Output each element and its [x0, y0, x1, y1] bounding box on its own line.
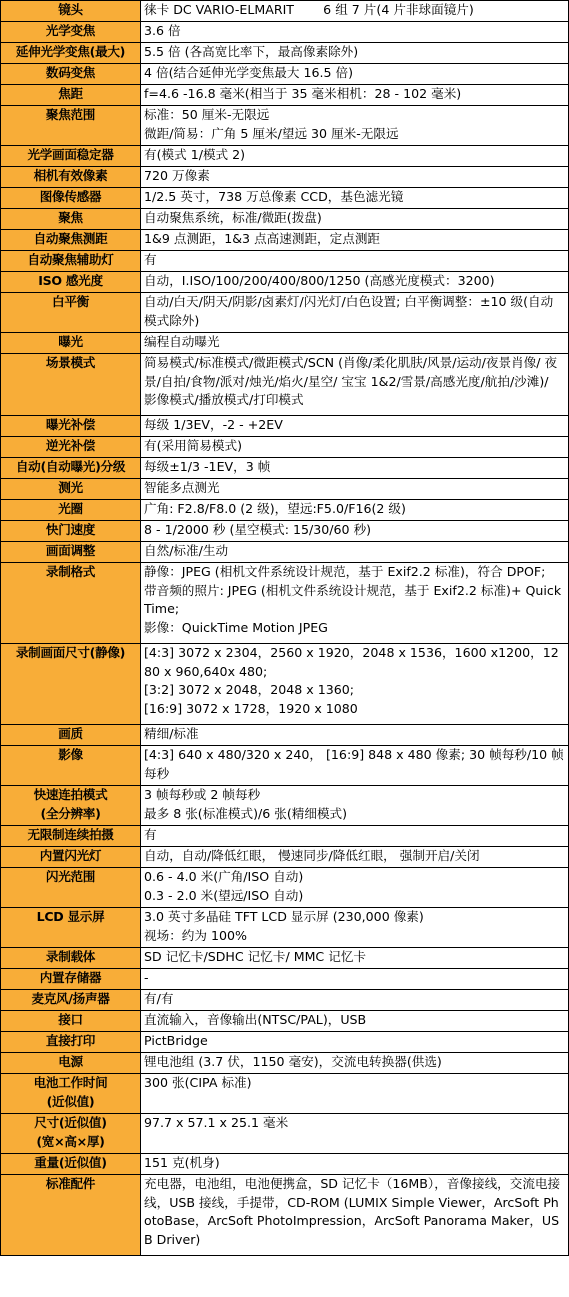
- text-line: 有: [144, 252, 157, 267]
- text-line: 0.6 - 4.0 米(广角/ISO 自动): [144, 869, 304, 884]
- text-line: 画面调整: [45, 543, 96, 558]
- spec-label: [1, 188, 141, 209]
- spec-row: [1, 1011, 569, 1032]
- text-line: 最多 8 张(标准模式)/6 张(精细模式): [144, 805, 348, 821]
- spec-value: [141, 644, 569, 725]
- spec-row: [1, 1154, 569, 1175]
- text-line: 自然/标准/生动: [144, 543, 229, 558]
- spec-row: [1, 188, 569, 209]
- spec-row: [1, 416, 569, 437]
- text-line: 微距/简易：广角 5 厘米/望远 30 厘米-无限远: [144, 125, 399, 141]
- spec-label: [1, 22, 141, 43]
- spec-label: [1, 333, 141, 354]
- spec-label: [1, 500, 141, 521]
- spec-label: [1, 1032, 141, 1053]
- spec-value: [141, 43, 569, 64]
- text-line: 简易模式/标准模式/微距模式/SCN (肖像/柔化肌肤/风景/运动/夜景肖像/ 夜景/自拍/食物/派对/烛光/焰火/星空/ 宝宝 1&2/雪景/高感光度/航拍/沙滩)/ 影像模式/播放模式/打印模式: [144, 355, 558, 407]
- spec-label: [1, 969, 141, 990]
- spec-label: [1, 948, 141, 969]
- spec-label: [1, 416, 141, 437]
- spec-row: [1, 826, 569, 847]
- spec-row: [1, 167, 569, 188]
- spec-value: [141, 479, 569, 500]
- spec-label: [1, 437, 141, 458]
- spec-row: [1, 333, 569, 354]
- text-line: 电池工作时间: [33, 1075, 108, 1090]
- spec-value: [141, 948, 569, 969]
- text-line: 自动/白天/阴天/阴影/卤素灯/闪光灯/白色设置; 白平衡调整：±10 级(自动模式除外): [144, 294, 554, 328]
- spec-label: [1, 106, 141, 146]
- spec-value: [141, 786, 569, 826]
- spec-row: [1, 64, 569, 85]
- spec-value: [141, 1074, 569, 1114]
- text-line: [16:9] 3072 x 1728，1920 x 1080: [144, 700, 358, 716]
- text-line: (宽×高×厚): [36, 1133, 105, 1149]
- text-line: 锂电池组 (3.7 伏，1150 毫安)，交流电转换器(供选): [144, 1054, 442, 1069]
- text-line: 接口: [58, 1012, 83, 1027]
- text-line: 焦距: [58, 86, 83, 101]
- text-line: 曝光: [58, 334, 83, 349]
- spec-value: [141, 146, 569, 167]
- spec-value: [141, 188, 569, 209]
- text-line: 相机有效像素: [33, 168, 108, 183]
- spec-label: [1, 1053, 141, 1074]
- spec-label: [1, 85, 141, 106]
- text-line: 带音频的照片: JPEG (相机文件系统设计规范，基于 Exif2.2 标准)+ QuickTime;: [144, 582, 562, 616]
- text-line: 麦克风/扬声器: [31, 991, 110, 1006]
- spec-row: [1, 479, 569, 500]
- spec-value: [141, 64, 569, 85]
- spec-label: [1, 146, 141, 167]
- text-line: 每级±1/3 -1EV，3 帧: [144, 459, 271, 474]
- text-line: 镜头: [58, 2, 83, 17]
- text-line: 自动聚焦辅助灯: [27, 252, 114, 267]
- text-line: (全分辨率): [40, 805, 101, 821]
- spec-value: [141, 85, 569, 106]
- text-line: 重量(近似值): [34, 1155, 107, 1170]
- text-line: 3.6 倍: [144, 23, 181, 38]
- text-line: 自动(自动曝光)分级: [15, 459, 126, 474]
- spec-row: [1, 209, 569, 230]
- text-line: (近似值): [46, 1093, 95, 1109]
- text-line: 有/有: [144, 991, 174, 1006]
- text-line: 徕卡 DC VARIO-ELMARIT 6 组 7 片(4 片非球面镜片): [144, 2, 474, 17]
- spec-row: [1, 500, 569, 521]
- spec-value: [141, 990, 569, 1011]
- spec-row: [1, 948, 569, 969]
- spec-row: [1, 146, 569, 167]
- spec-label: [1, 868, 141, 908]
- spec-label: [1, 479, 141, 500]
- spec-value: [141, 521, 569, 542]
- text-line: 720 万像素: [144, 168, 210, 183]
- spec-value: [141, 826, 569, 847]
- text-line: 录制载体: [45, 949, 96, 964]
- text-line: [3:2] 3072 x 2048，2048 x 1360;: [144, 682, 355, 697]
- spec-row: [1, 521, 569, 542]
- spec-row: [1, 746, 569, 786]
- text-line: 电源: [58, 1054, 83, 1069]
- text-line: 影像: [58, 747, 83, 762]
- spec-row: [1, 85, 569, 106]
- text-line: 97.7 x 57.1 x 25.1 毫米: [144, 1115, 289, 1130]
- text-line: 自动聚焦测距: [33, 231, 108, 246]
- spec-label: [1, 1154, 141, 1175]
- spec-label: [1, 230, 141, 251]
- text-line: ISO 感光度: [38, 273, 103, 288]
- text-line: 图像传感器: [39, 189, 102, 204]
- spec-label: [1, 847, 141, 868]
- spec-row: [1, 644, 569, 725]
- spec-row: [1, 563, 569, 644]
- text-line: 快门速度: [45, 522, 96, 537]
- spec-row: [1, 847, 569, 868]
- text-line: 4 倍(结合延伸光学变焦最大 16.5 倍): [144, 65, 354, 80]
- text-line: 8 - 1/2000 秒 (星空模式: 15/30/60 秒): [144, 522, 372, 537]
- text-line: 录制画面尺寸(静像): [15, 645, 126, 660]
- text-line: f=4.6 -16.8 毫米(相当于 35 毫米相机：28 - 102 毫米): [144, 86, 462, 101]
- spec-label: [1, 1, 141, 22]
- text-line: 0.3 - 2.0 米(望远/ISO 自动): [144, 887, 304, 903]
- spec-value: [141, 969, 569, 990]
- spec-value: [141, 746, 569, 786]
- spec-value: [141, 1175, 569, 1256]
- text-line: 智能多点测光: [144, 480, 220, 495]
- spec-label: [1, 990, 141, 1011]
- spec-value: [141, 354, 569, 416]
- spec-value: [141, 272, 569, 293]
- text-line: 精细/标准: [144, 726, 199, 741]
- spec-label: [1, 542, 141, 563]
- text-line: 测光: [58, 480, 83, 495]
- spec-value: [141, 542, 569, 563]
- spec-label: [1, 908, 141, 948]
- spec-row: [1, 1175, 569, 1256]
- spec-value: [141, 868, 569, 908]
- text-line: 每级 1/3EV，-2 - +2EV: [144, 417, 283, 432]
- spec-value: [141, 847, 569, 868]
- text-line: 1&9 点测距，1&3 点高速测距，定点测距: [144, 231, 381, 246]
- spec-label: [1, 354, 141, 416]
- spec-value: [141, 22, 569, 43]
- spec-row: [1, 43, 569, 64]
- spec-label: [1, 251, 141, 272]
- text-line: 5.5 倍 (各高宽比率下，最高像素除外): [144, 44, 359, 59]
- spec-row: [1, 786, 569, 826]
- text-line: 自动聚焦系统，标准/微距(拨盘): [144, 210, 322, 225]
- text-line: 场景模式: [45, 355, 96, 370]
- text-line: 有(采用简易模式): [144, 438, 242, 453]
- spec-value: [141, 500, 569, 521]
- text-line: [4:3] 3072 x 2304，2560 x 1920，2048 x 1536，1600 x1200，1280 x 960,640x 480;: [144, 645, 559, 679]
- spec-row: [1, 272, 569, 293]
- text-line: 光学画面稳定器: [27, 147, 114, 162]
- spec-label: [1, 725, 141, 746]
- spec-value: [141, 230, 569, 251]
- spec-value: [141, 563, 569, 644]
- text-line: 3.0 英寸多晶硅 TFT LCD 显示屏 (230,000 像素): [144, 909, 424, 924]
- text-line: 聚焦范围: [45, 107, 96, 122]
- text-line: 151 克(机身): [144, 1155, 220, 1170]
- spec-label: [1, 1011, 141, 1032]
- text-line: 录制格式: [45, 564, 96, 579]
- text-line: 数码变焦: [45, 65, 96, 80]
- text-line: 延伸光学变焦(最大): [15, 44, 126, 59]
- text-line: 有: [144, 827, 157, 842]
- spec-value: [141, 416, 569, 437]
- text-line: 1/2.5 英寸，738 万总像素 CCD，基色滤光镜: [144, 189, 404, 204]
- text-line: 尺寸(近似值): [34, 1115, 107, 1130]
- text-line: 充电器，电池组，电池便携盒，SD 记忆卡（16MB），音像接线，交流电接线，USB 接线，手提带，CD-ROM (LUMIX Simple Viewer，ArcSoft PhotoBase，ArcSoft PhotoImpression，ArcSoft Panorama Maker，USB Driver): [144, 1176, 561, 1247]
- text-line: [4:3] 640 x 480/320 x 240， [16:9] 848 x 480 像素; 30 帧每秒/10 帧每秒: [144, 747, 564, 781]
- spec-value: [141, 437, 569, 458]
- spec-value: [141, 251, 569, 272]
- spec-row: [1, 354, 569, 416]
- spec-label: [1, 64, 141, 85]
- spec-row: [1, 1074, 569, 1114]
- text-line: 闪光范围: [45, 869, 96, 884]
- spec-row: [1, 1032, 569, 1053]
- text-line: 影像：QuickTime Motion JPEG: [144, 619, 328, 635]
- spec-label: [1, 563, 141, 644]
- spec-row: [1, 868, 569, 908]
- spec-value: [141, 458, 569, 479]
- text-line: 编程自动曝光: [144, 334, 220, 349]
- spec-row: [1, 1, 569, 22]
- spec-label: [1, 521, 141, 542]
- text-line: 曝光补偿: [45, 417, 96, 432]
- text-line: 无限制连续拍摄: [27, 827, 114, 842]
- spec-label: [1, 458, 141, 479]
- spec-label: [1, 209, 141, 230]
- text-line: 静像：JPEG (相机文件系统设计规范，基于 Exif2.2 标准)，符合 DPOF;: [144, 564, 546, 579]
- spec-row: [1, 22, 569, 43]
- text-line: 白平衡: [52, 294, 89, 309]
- spec-row: [1, 1114, 569, 1154]
- spec-label: [1, 644, 141, 725]
- text-line: 画质: [58, 726, 83, 741]
- spec-value: [141, 1114, 569, 1154]
- spec-value: [141, 1032, 569, 1053]
- spec-row: [1, 969, 569, 990]
- text-line: 聚焦: [58, 210, 83, 225]
- spec-row: [1, 990, 569, 1011]
- text-line: -: [144, 970, 149, 985]
- spec-label: [1, 1175, 141, 1256]
- spec-value: [141, 106, 569, 146]
- spec-label: [1, 43, 141, 64]
- spec-row: [1, 908, 569, 948]
- text-line: 3 帧每秒或 2 帧每秒: [144, 787, 261, 802]
- text-line: 逆光补偿: [45, 438, 96, 453]
- spec-row: [1, 542, 569, 563]
- spec-value: [141, 167, 569, 188]
- spec-label: [1, 167, 141, 188]
- spec-row: [1, 725, 569, 746]
- text-line: 视场：约为 100%: [144, 927, 247, 943]
- text-line: 直接打印: [45, 1033, 96, 1048]
- text-line: PictBridge: [144, 1033, 208, 1048]
- text-line: 自动，自动/降低红眼， 慢速同步/降低红眼， 强制开启/关闭: [144, 848, 480, 863]
- spec-value: [141, 293, 569, 333]
- text-line: 快速连拍模式: [33, 787, 108, 802]
- text-line: 标准配件: [45, 1176, 96, 1191]
- spec-value: [141, 209, 569, 230]
- spec-row: [1, 230, 569, 251]
- spec-label: [1, 1114, 141, 1154]
- spec-row: [1, 1053, 569, 1074]
- text-line: 广角: F2.8/F8.0 (2 级)，望远:F5.0/F16(2 级): [144, 501, 406, 516]
- text-line: 直流输入，音像输出(NTSC/PAL)，USB: [144, 1012, 367, 1027]
- spec-value: [141, 725, 569, 746]
- text-line: 300 张(CIPA 标准): [144, 1075, 252, 1090]
- spec-label: [1, 1074, 141, 1114]
- text-line: 标准：50 厘米-无限远: [144, 107, 270, 122]
- spec-label: [1, 786, 141, 826]
- spec-label: [1, 293, 141, 333]
- text-line: 光学变焦: [45, 23, 96, 38]
- spec-table-body: [1, 1, 569, 1256]
- spec-label: [1, 826, 141, 847]
- text-line: 有(模式 1/模式 2): [144, 147, 246, 162]
- spec-row: [1, 251, 569, 272]
- spec-row: [1, 437, 569, 458]
- text-line: 自动，I.ISO/100/200/400/800/1250 (高感光度模式：3200): [144, 273, 495, 288]
- text-line: SD 记忆卡/SDHC 记忆卡/ MMC 记忆卡: [144, 949, 367, 964]
- text-line: 内置闪光灯: [39, 848, 102, 863]
- spec-value: [141, 1011, 569, 1032]
- spec-row: [1, 293, 569, 333]
- spec-value: [141, 1, 569, 22]
- text-line: LCD 显示屏: [36, 909, 105, 924]
- text-line: 光圈: [58, 501, 83, 516]
- text-line: 内置存储器: [39, 970, 102, 985]
- spec-label: [1, 272, 141, 293]
- spec-value: [141, 333, 569, 354]
- spec-label: [1, 746, 141, 786]
- spec-value: [141, 908, 569, 948]
- spec-value: [141, 1053, 569, 1074]
- spec-value: [141, 1154, 569, 1175]
- spec-row: [1, 106, 569, 146]
- spec-row: [1, 458, 569, 479]
